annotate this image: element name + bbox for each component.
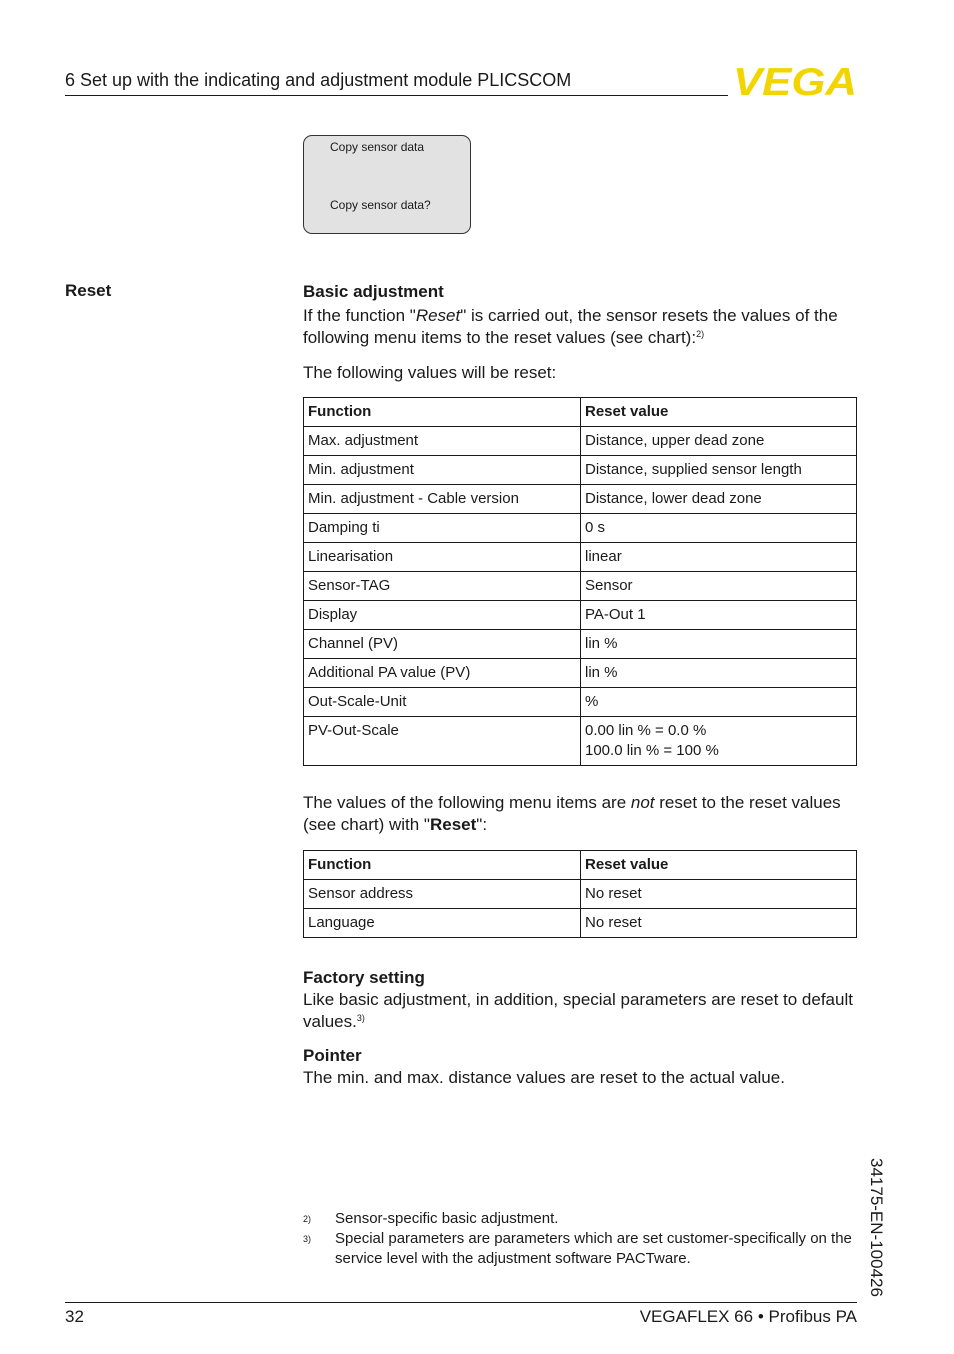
- product-name: VEGAFLEX 66 • Profibus PA: [639, 1307, 857, 1326]
- function-cell: Sensor-TAG: [304, 572, 581, 601]
- page-number: 32: [65, 1307, 84, 1326]
- table-row: [304, 514, 857, 543]
- footnote-mark: 3): [303, 1234, 312, 1244]
- footnote-mark: 2): [303, 1214, 312, 1224]
- pointer-heading: Pointer: [303, 1046, 362, 1065]
- table-header: Function: [304, 398, 581, 427]
- no-reset-table: [303, 850, 857, 938]
- reset-values-table: [303, 397, 857, 766]
- table-row: [304, 717, 857, 766]
- function-cell: Sensor address: [304, 880, 581, 909]
- reset-value-cell: No reset: [581, 880, 857, 909]
- reset-value-cell: Distance, upper dead zone: [581, 427, 857, 456]
- header-rule: [65, 95, 728, 96]
- pointer-paragraph: The min. and max. distance values are reset to the actual value.: [303, 1068, 785, 1087]
- table-header: Function: [304, 851, 581, 880]
- table-row: [304, 427, 857, 456]
- table-row: [304, 572, 857, 601]
- function-cell: Out-Scale-Unit: [304, 688, 581, 717]
- reset-value-cell: lin %: [581, 630, 857, 659]
- table-row: [304, 630, 857, 659]
- footnote: [303, 1229, 858, 1269]
- document-id: 34175-EN-100426: [867, 1158, 886, 1297]
- footnote-ref-2: 2): [696, 329, 705, 339]
- reset-value-cell: PA-Out 1: [581, 601, 857, 630]
- table-row: [304, 543, 857, 572]
- footnote-ref-3: 3): [356, 1013, 365, 1023]
- function-cell: Display: [304, 601, 581, 630]
- basic-adjustment-heading: Basic adjustment: [303, 282, 444, 301]
- footnote-text: Sensor-specific basic adjustment.: [335, 1210, 559, 1227]
- display-line-2: Copy sensor data?: [330, 198, 431, 212]
- display-screen: [303, 135, 471, 234]
- table-header: Reset value: [581, 851, 857, 880]
- section-label: Reset: [65, 281, 112, 300]
- display-line-1: Copy sensor data: [330, 140, 425, 154]
- factory-setting-paragraph: Like basic adjustment, in addition, special parameters are reset to default values.$^{3)}$: [303, 990, 853, 1031]
- reset-value-cell: 0 s: [581, 514, 857, 543]
- function-cell: Linearisation: [304, 543, 581, 572]
- reset-value-cell: Distance, supplied sensor length: [581, 456, 857, 485]
- table-row: [304, 456, 857, 485]
- reset-value-cell: Sensor: [581, 572, 857, 601]
- logo-text: VEGA: [733, 64, 857, 98]
- basic-adjustment-paragraph: If the function "Reset" is carried out, the sensor resets the values of the following menu items to the reset values (see chart):$^{2)}$: [303, 306, 838, 347]
- reset-value-cell: 0.00 lin % = 0.0 % 100.0 lin % = 100 %: [581, 717, 857, 766]
- footnote: [303, 1209, 858, 1229]
- table-row: [304, 688, 857, 717]
- table-row: [304, 909, 857, 938]
- not-reset-paragraph: The values of the following menu items are not reset to the reset values (see chart) with "Reset":: [303, 793, 841, 834]
- function-cell: Min. adjustment: [304, 456, 581, 485]
- table-row: [304, 880, 857, 909]
- function-cell: Language: [304, 909, 581, 938]
- function-cell: Max. adjustment: [304, 427, 581, 456]
- factory-setting-heading: Factory setting: [303, 968, 425, 987]
- footnote-text: Special parameters are parameters which are set customer-specifically on the service level with the adjustment software PACTware.: [335, 1230, 852, 1267]
- function-cell: Damping ti: [304, 514, 581, 543]
- footnotes: [303, 1209, 858, 1269]
- reset-value-cell: Distance, lower dead zone: [581, 485, 857, 514]
- reset-value-cell: No reset: [581, 909, 857, 938]
- reset-value-cell: lin %: [581, 659, 857, 688]
- vega-logo: [733, 64, 858, 98]
- table-row: [304, 601, 857, 630]
- table-row: [304, 659, 857, 688]
- footer-rule: [65, 1302, 857, 1303]
- reset-value-cell: %: [581, 688, 857, 717]
- reset-intro: The following values will be reset:: [303, 363, 557, 382]
- function-cell: Additional PA value (PV): [304, 659, 581, 688]
- reset-value-cell: linear: [581, 543, 857, 572]
- reset-emphasis: Reset: [415, 306, 461, 325]
- function-cell: Min. adjustment - Cable version: [304, 485, 581, 514]
- running-header: 6 Set up with the indicating and adjustment module PLICSCOM: [65, 70, 572, 90]
- table-header: Reset value: [581, 398, 857, 427]
- function-cell: PV-Out-Scale: [304, 717, 581, 766]
- table-row: [304, 485, 857, 514]
- function-cell: Channel (PV): [304, 630, 581, 659]
